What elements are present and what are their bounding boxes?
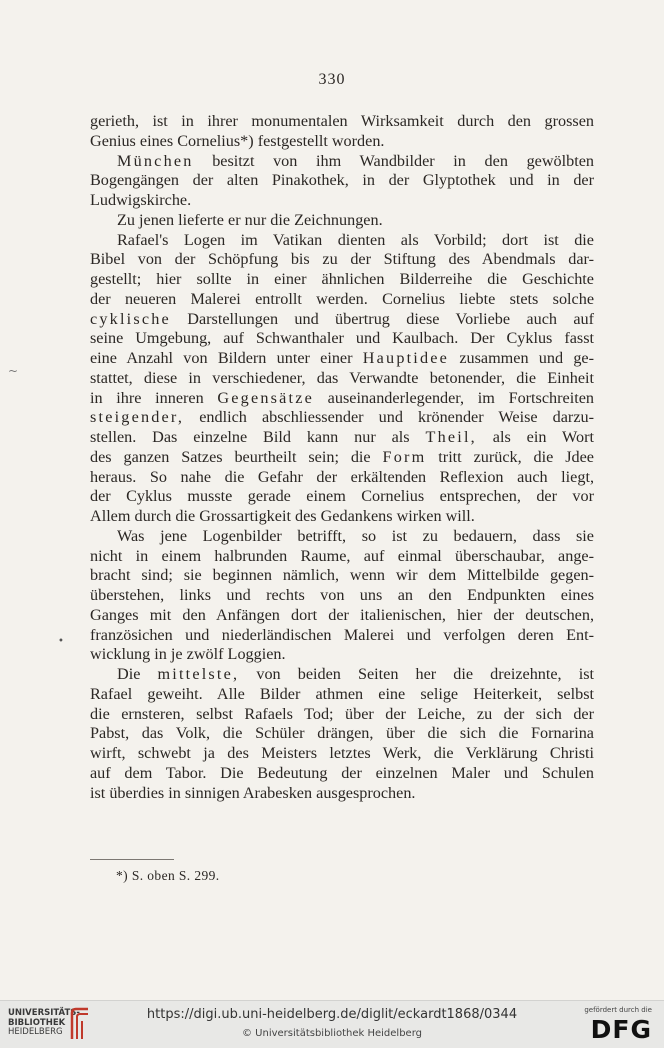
text-run: zusammen und ge- — [449, 349, 594, 367]
text-line — [90, 468, 594, 488]
text-run: der neueren Malerei entrollt werden. Cornelius liebte stets solche — [90, 289, 594, 308]
library-line-2: BIBLIOTHEK — [8, 1017, 66, 1028]
text-line — [90, 408, 594, 428]
text-run: Allem durch die Grossartigkeit des Gedankens wirken will. — [90, 507, 475, 525]
text-run: nicht in einem halbrunden Raume, auf einmal überschaubar, ange- — [90, 546, 594, 565]
text-line — [90, 705, 594, 725]
text-run: Rafael geweiht. Alle Bilder athmen eine selige Heiterkeit, selbst — [90, 684, 594, 703]
text-run: Pabst, das Volk, die Schüler drängen, über die sich die Fornarina — [90, 724, 594, 743]
text-line — [90, 665, 594, 685]
text-run: auseinanderlegender, im Fortschreiten — [313, 388, 594, 407]
page-number: 330 — [318, 71, 346, 88]
margin-mark: ~ — [8, 364, 19, 378]
spaced-emphasis: steigender, — [90, 408, 185, 427]
text-run: stellen. Das einzelne Bild kann nur als — [90, 428, 426, 446]
text-run: Ludwigskirche. — [90, 191, 192, 209]
copyright-text: © Universitätsbibliothek Heidelberg — [241, 1028, 422, 1039]
text-line — [90, 586, 594, 606]
text-run: überstehen, links und rechts von uns an den Endpunkten eines — [90, 586, 594, 604]
text-line — [90, 191, 594, 211]
footnote-rule — [90, 859, 174, 860]
text-line — [90, 626, 594, 646]
body-text — [90, 112, 594, 803]
text-line — [90, 645, 594, 665]
text-line — [90, 724, 594, 744]
text-line — [90, 171, 594, 191]
text-line — [90, 428, 594, 448]
text-run: gerieth, ist in ihrer monumentalen Wirksamkeit durch den grossen — [90, 112, 594, 130]
text-line — [90, 764, 594, 784]
text-line — [90, 507, 594, 527]
text-line — [90, 290, 594, 310]
text-line — [90, 349, 594, 369]
text-run: endlich abschliessender und krönender Weise darzu- — [184, 408, 594, 427]
text-run: des ganzen Satzes beurtheilt sein; die — [90, 447, 383, 466]
text-line — [90, 566, 594, 586]
spaced-emphasis: cyklische — [90, 309, 171, 328]
text-line — [90, 270, 594, 290]
text-run: Rafael's Logen im Vatikan dienten als Vorbild; dort ist die — [117, 230, 594, 249]
text-line — [90, 527, 594, 547]
text-run: gestellt; hier sollte in einer ähnlichen Bilderreihe die Geschichte — [90, 270, 594, 288]
text-line — [90, 329, 594, 349]
text-run: Genius eines Cornelius*) festgestellt worden. — [90, 131, 385, 150]
text-run: seine Umgebung, auf Schwanthaler und Kaulbach. Der Cyklus fasst — [90, 329, 594, 348]
text-run: in ihre inneren — [90, 388, 218, 407]
text-run: ist überdies in sinnigen Arabesken ausgesprochen. — [90, 783, 416, 802]
text-run: französichen und niederländischen Malerei und verfolgen deren Ent- — [90, 625, 594, 644]
text-run: auf dem Tabor. Die Bedeutung der einzelnen Maler und Schulen — [90, 763, 594, 782]
text-line — [90, 211, 594, 231]
text-run: Was jene Logenbilder betrifft, so ist zu bedauern, dass sie — [117, 526, 594, 545]
funding-label: gefördert durch die — [584, 1006, 652, 1014]
text-line — [90, 310, 594, 330]
text-line — [90, 369, 594, 389]
text-line — [90, 448, 594, 468]
text-line — [90, 685, 594, 705]
text-run: Die — [117, 665, 158, 683]
text-line — [90, 784, 594, 804]
text-line — [90, 547, 594, 567]
text-run: stattet, diese in verschiedener, das Verwandte betonender, die Einheit — [90, 368, 594, 387]
text-line — [90, 487, 594, 507]
text-line — [90, 112, 594, 132]
text-line — [90, 231, 594, 251]
text-line — [90, 250, 594, 270]
dfg-logo[interactable]: DFG — [590, 1015, 652, 1044]
spaced-emphasis: mittelste, — [157, 665, 240, 683]
library-line-3: HEIDELBERG — [8, 1027, 63, 1037]
margin-dot: • — [58, 636, 64, 647]
text-run: eine Anzahl von Bildern unter einer — [90, 349, 363, 367]
footnote: *) S. oben S. 299. — [116, 868, 220, 883]
text-run: der Cyklus musste gerade einem Cornelius entsprechen, der vor — [90, 487, 594, 506]
text-line — [90, 389, 594, 409]
text-run: Bibel von der Schöpfung bis zu der Stiftung des Abendmals dar- — [90, 250, 594, 269]
spaced-emphasis: Hauptidee — [362, 349, 450, 367]
library-line-1: UNIVERSITÄTS- — [8, 1008, 80, 1018]
footer-bar — [0, 1000, 664, 1048]
text-run: Bogengängen der alten Pinakothek, in der Glyptothek und in der — [90, 171, 594, 190]
spaced-emphasis: Form — [382, 447, 427, 466]
text-run: besitzt von ihm Wandbilder in den gewölbten — [193, 151, 594, 170]
text-run: tritt zurück, die Jdee — [426, 447, 594, 466]
text-run: als ein Wort — [476, 428, 594, 446]
text-run: wirft, schwebt ja des Meisters letztes Werk, die Verklärung Christi — [90, 744, 594, 762]
text-run: heraus. So nahe die Gefahr der erkältenden Reflexion auch liegt, — [90, 467, 594, 486]
spaced-emphasis: Gegensätze — [217, 388, 314, 407]
document-url[interactable]: https://digi.ub.uni-heidelberg.de/diglit/eckardt1868/0344 — [146, 1007, 518, 1022]
spaced-emphasis: München — [117, 151, 194, 170]
text-run: Darstellungen und übertrug diese Vorliebe auch auf — [170, 309, 594, 328]
text-run: von beiden Seiten her die dreizehnte, ist — [239, 665, 594, 683]
text-line — [90, 744, 594, 764]
text-run: die ernsteren, selbst Rafaels Tod; über der Leiche, zu der sich der — [90, 704, 594, 723]
text-run: Ganges mit den Anfängen dort der italienischen, hier der deutschen, — [90, 605, 594, 624]
text-line — [90, 152, 594, 172]
text-run: wicklung in je zwölf Loggien. — [90, 645, 286, 664]
text-run: bracht sind; sie beginnen nämlich, wenn wir dem Mittelbilde gegen- — [90, 566, 594, 585]
text-line — [90, 606, 594, 626]
spaced-emphasis: Theil, — [425, 428, 477, 446]
text-line — [90, 132, 594, 152]
text-run: Zu jenen lieferte er nur die Zeichnungen. — [117, 210, 383, 229]
